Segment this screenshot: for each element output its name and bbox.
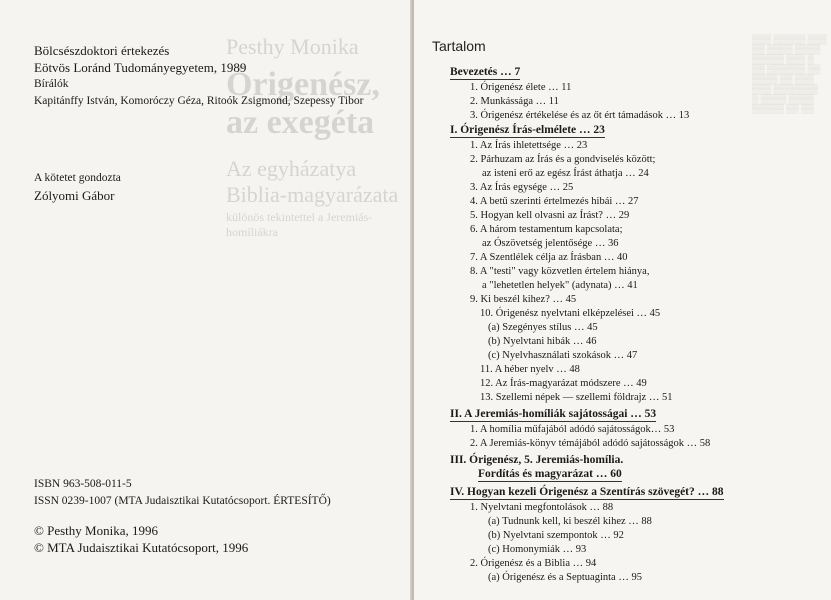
toc-entry: (a) Órigenész és a Septuaginta … 95: [488, 572, 642, 583]
toc-entry: I. Órigenész Írás-elmélete … 23: [450, 124, 605, 136]
university-line: Eötvös Loránd Tudományegyetem, 1989: [34, 60, 247, 75]
toc-entry: (c) Nyelvhasználati szokások … 47: [488, 350, 638, 361]
toc-entry: 2. Órigenész és a Biblia … 94: [470, 558, 597, 569]
editor-label: A kötetet gondozta: [34, 172, 121, 184]
isbn-line: ISBN 963-508-011-5: [34, 478, 132, 490]
ghost-author: Pesthy Monika: [226, 34, 359, 59]
issn-line: ISSN 0239-1007 (MTA Judaisztikai Kutatócsoport. ÉRTESÍTŐ): [34, 495, 331, 507]
editor-block: [34, 170, 121, 204]
editor-name: Zólyomi Gábor: [34, 188, 115, 203]
toc-entry: 3. Órigenész értékelése és az őt ért támadások … 13: [470, 110, 690, 121]
toc-entry: 2. Munkássága … 11: [470, 96, 559, 107]
toc-entry: (c) Homonymiák … 93: [488, 544, 587, 555]
left-page: [0, 0, 412, 600]
toc-entry: 11. A héber nyelv … 48: [480, 364, 580, 375]
toc-entry: Fordítás és magyarázat … 60: [478, 468, 622, 480]
toc-entry: 2. Párhuzam az Írás és a gondviselés között;: [470, 154, 656, 165]
ghost-title: Órigenész, az exegéta: [226, 66, 380, 141]
toc-entry: 13. Szellemi népek — szellemi földrajz … 51: [480, 392, 673, 403]
toc-entry: 1. Az Írás ihletettsége … 23: [470, 140, 588, 151]
toc-entry: III. Órigenész, 5. Jeremiás-homília.: [450, 454, 624, 466]
bleed-through-lines: ▒▒▒ ▒▒▒▒▒ ▒▒▒ ▒▒ ▒▒▒▒ ▒▒▒▒ ▒▒▒▒▒ ▒▒▒ ▒ ▒▒ ▒▒▒▒▒▒ ▒▒ ▒▒▒▒ ▒▒ ▒▒▒ ▒▒▒ ▒▒▒▒▒▒▒ ▒ ▒▒▒▒ ▒▒▒▒ ▒▒▒▒▒ ▒▒ ▒▒: [752, 34, 827, 114]
toc-entry: 4. A betű szerinti értelmezés hibái … 27: [470, 196, 639, 207]
reviewers-label: Bírálók: [34, 78, 69, 90]
toc-entry: Bevezetés … 7: [450, 66, 521, 78]
toc-entry: 6. A három testamentum kapcsolata;: [470, 224, 623, 235]
ghost-subtitle: Az egyházatya Biblia-magyarázata: [226, 156, 399, 207]
toc-entry: (a) Szegényes stílus … 45: [488, 322, 598, 333]
series-line: Bölcsészdoktori értekezés: [34, 43, 170, 58]
toc-entry: 8. A "testi" vagy közvetlen értelem hiánya,: [470, 266, 650, 277]
toc-entry: az Ószövetség jelentősége … 36: [482, 238, 619, 249]
toc-entry: II. A Jeremiás-homíliák sajátosságai … 53: [450, 408, 657, 420]
copyright-block: [34, 522, 248, 556]
toc-entry: 1. Órigenész élete … 11: [470, 82, 572, 93]
toc-entry: az isteni erő az egész Írást áthatja … 24: [482, 168, 649, 179]
toc-title: Tartalom: [432, 38, 486, 54]
copyright-publisher: © MTA Judaisztikai Kutatócsoport, 1996: [34, 540, 249, 555]
reviewers-line: Kapitánffy István, Komoróczy Géza, Ritoók Zsigmond, Szepessy Tibor: [34, 95, 364, 107]
ghost-subtitle2: különös tekintettel a Jeremiás-homíliákra: [226, 210, 373, 239]
toc-entry: 5. Hogyan kell olvasni az Írást? … 29: [470, 210, 630, 221]
toc-entry: 1. Nyelvtani megfontolások … 88: [470, 502, 614, 513]
toc-entry: 3. Az Írás egysége … 25: [470, 182, 574, 193]
toc-entry: 9. Ki beszél kihez? … 45: [470, 294, 577, 305]
toc-entry: 10. Órigenész nyelvtani elképzelései … 45: [480, 308, 661, 319]
imprint-top: [34, 42, 363, 110]
copyright-author: © Pesthy Monika, 1996: [34, 523, 158, 538]
toc-entry: (b) Nyelvtani hibák … 46: [488, 336, 597, 347]
toc-entry: 12. Az Írás-magyarázat módszere … 49: [480, 378, 647, 389]
toc-entry: IV. Hogyan kezeli Órigenész a Szentírás szövegét? … 88: [450, 486, 724, 498]
toc-entry: 1. A homília műfajából adódó sajátosságok… 53: [470, 424, 675, 435]
toc-entry: (b) Nyelvtani szempontok … 92: [488, 530, 624, 541]
toc-entry: a "lehetetlen helyek" (adynata) … 41: [482, 280, 638, 291]
toc-entry: 2. A Jeremiás-könyv témájából adódó sajátosságok … 58: [470, 438, 711, 449]
toc-entry: 7. A Szentlélek célja az Írásban … 40: [470, 252, 628, 263]
isbn-block: [34, 476, 331, 510]
toc-entry: (a) Tudnunk kell, ki beszél kihez … 88: [488, 516, 652, 527]
